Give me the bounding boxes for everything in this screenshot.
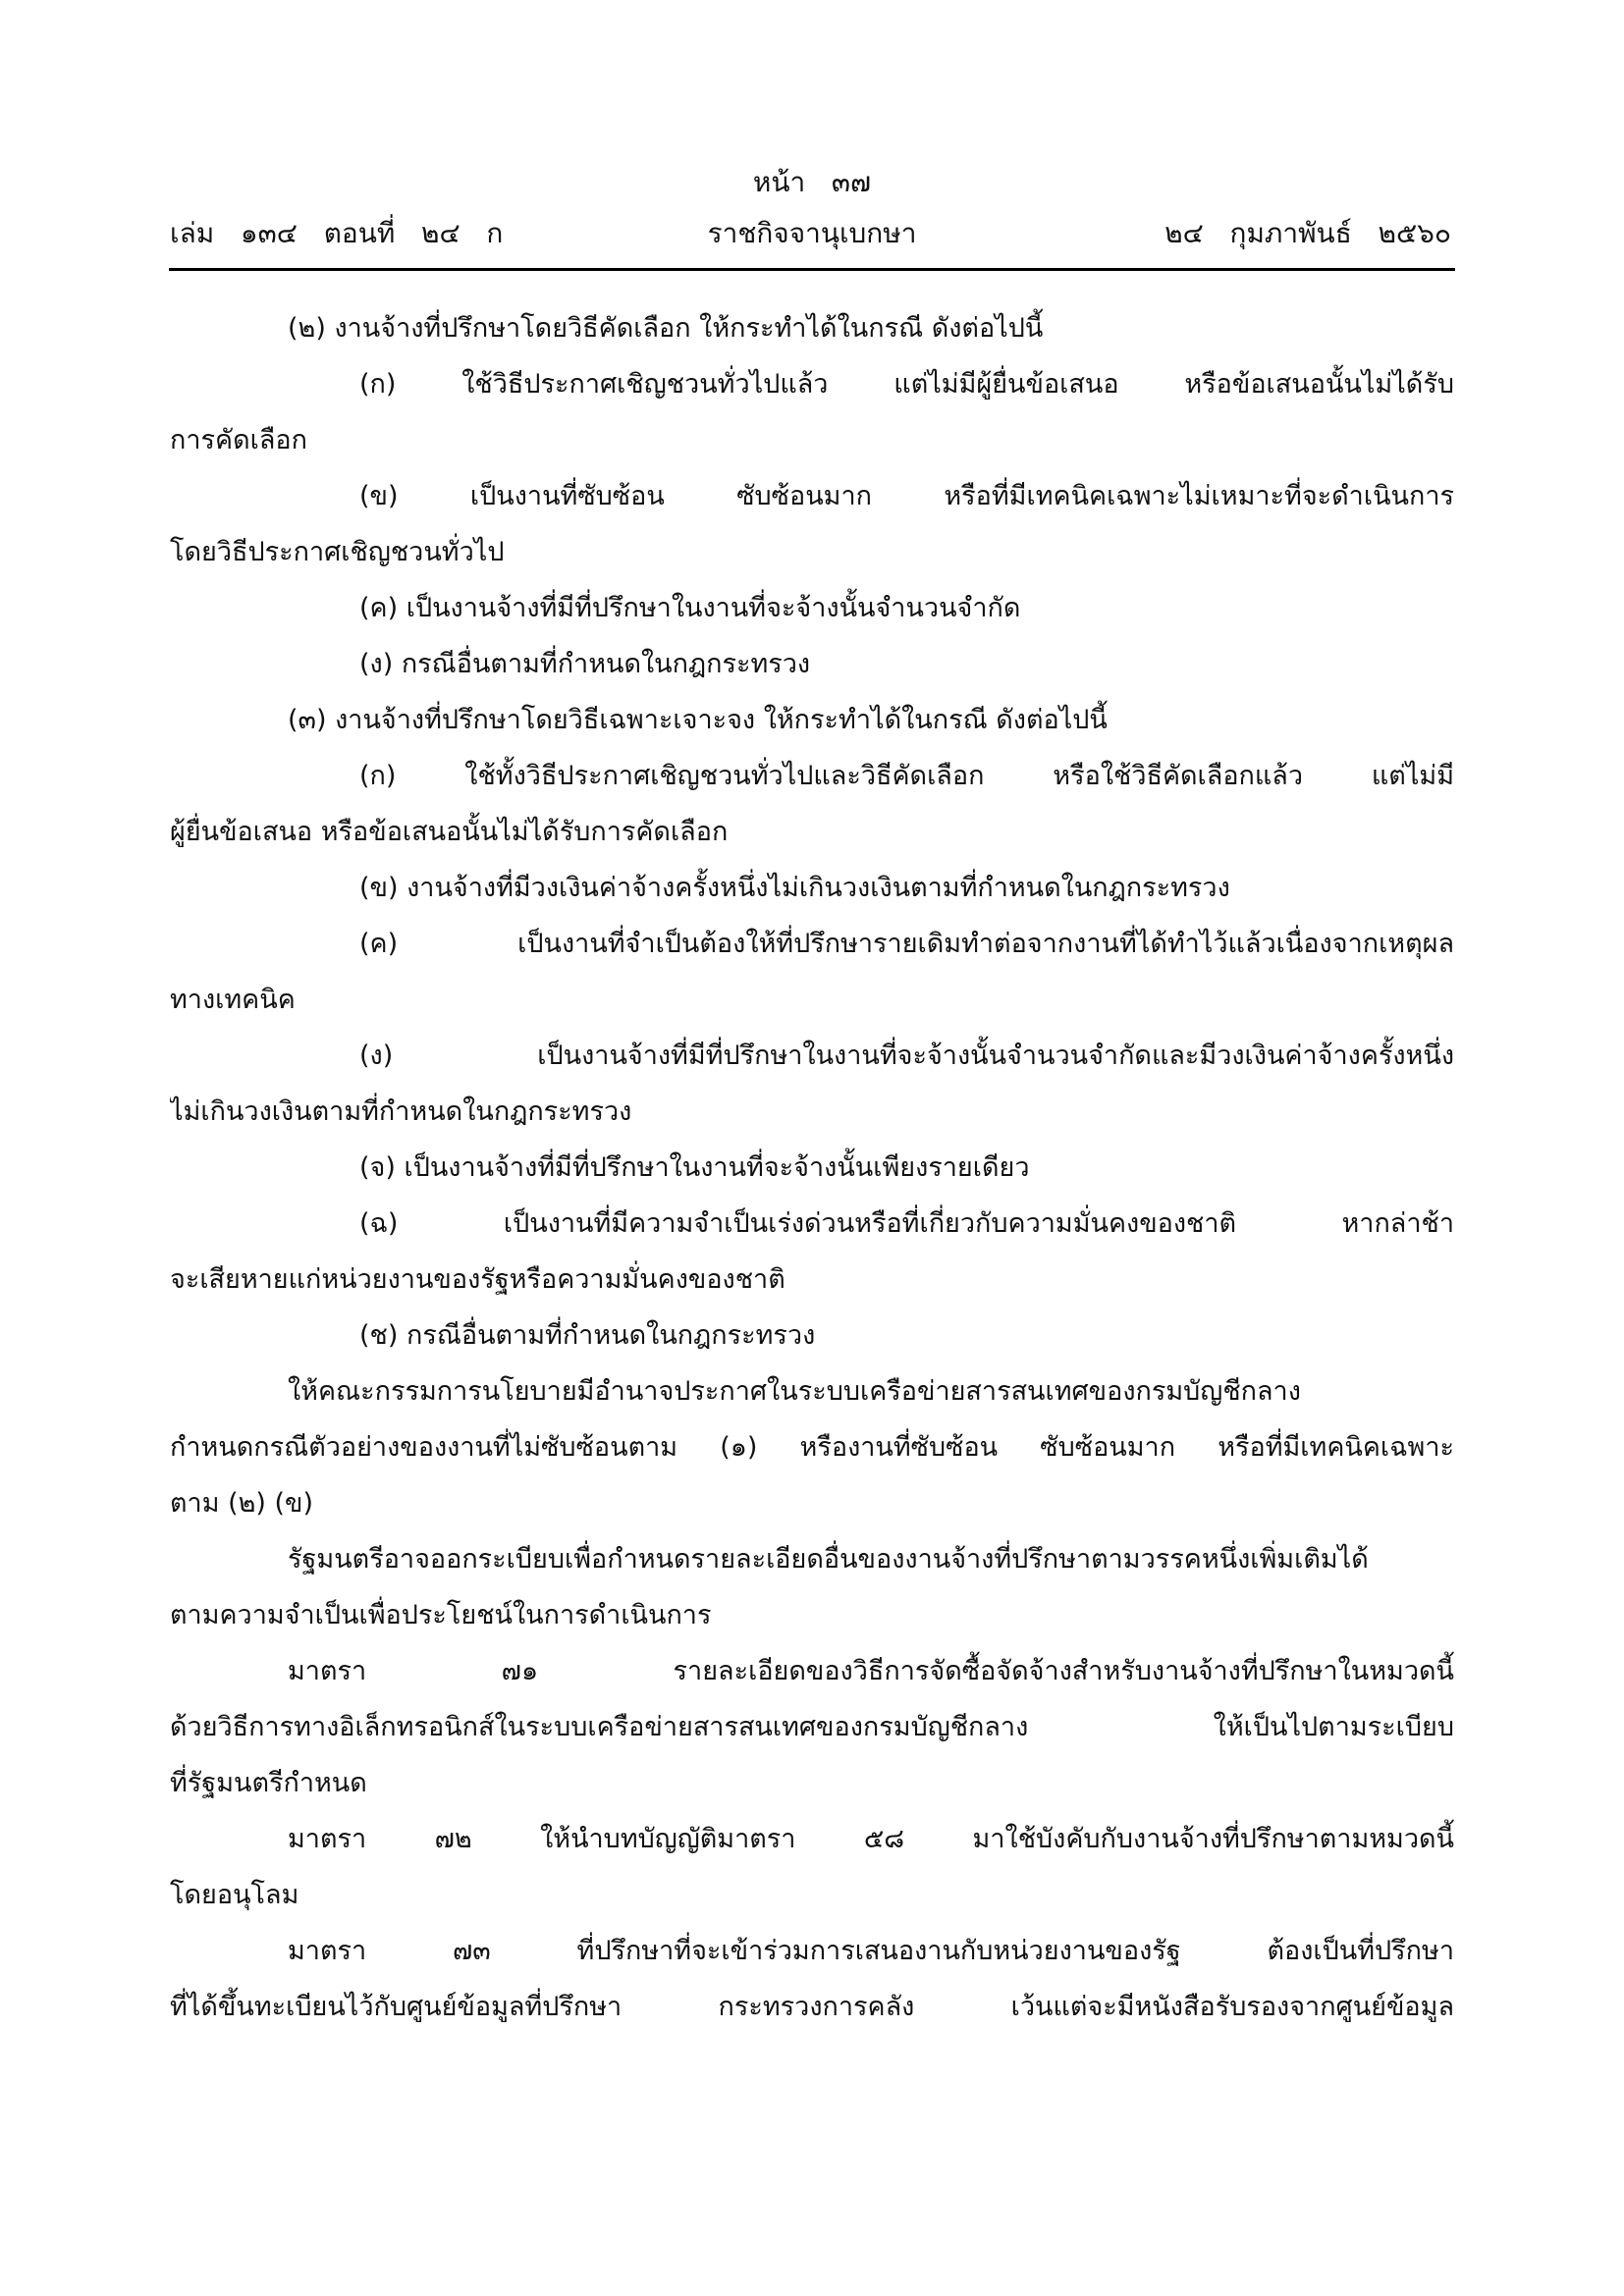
paragraph-line: (ง) เป็นงานจ้างที่มีที่ปรึกษาในงานที่จะจ้างนั้นจำนวนจำกัดและมีวงเงินค่าจ้างครั้งหนึ่ง: [359, 1041, 1454, 1071]
paragraph-line: ไม่เกินวงเงินตามที่กำหนดในกฎกระทรวง: [170, 1096, 632, 1127]
paragraph-line: (ง) กรณีอื่นตามที่กำหนดในกฎกระทรวง: [359, 649, 811, 679]
paragraph-line: รัฐมนตรีอาจออกระเบียบเพื่อกำหนดรายละเอียดอื่นของงานจ้างที่ปรึกษาตามวรรคหนึ่งเพิ่มเติมได้: [288, 1544, 1369, 1575]
document-body: [170, 300, 1454, 2035]
paragraph-line: ด้วยวิธีการทางอิเล็กทรอนิกส์ในระบบเครือข่ายสารสนเทศของกรมบัญชีกลาง ให้เป็นไปตามระเบียบ: [170, 1712, 1454, 1742]
paragraph-line: ตาม (๒) (ข): [170, 1488, 314, 1519]
publication-title: ราชกิจจานุเบกษา: [707, 217, 917, 249]
paragraph-line: (ก) ใช้วิธีประกาศเชิญชวนทั่วไปแล้ว แต่ไม่มีผู้ยื่นข้อเสนอ หรือข้อเสนอนั้นไม่ได้รับ: [359, 369, 1454, 400]
paragraph-line: ผู้ยื่นข้อเสนอ หรือข้อเสนอนั้นไม่ได้รับการคัดเลือก: [170, 817, 729, 847]
publication-date: ๒๔ กุมภาพันธ์ ๒๕๖๐: [1164, 217, 1451, 249]
page-number: หน้า ๓๗: [752, 166, 872, 198]
paragraph-line: (จ) เป็นงานจ้างที่มีที่ปรึกษาในงานที่จะจ้างนั้นเพียงรายเดียว: [359, 1152, 1030, 1183]
paragraph-line: โดยวิธีประกาศเชิญชวนทั่วไป: [170, 537, 505, 567]
paragraph-line: (ค) เป็นงานที่จำเป็นต้องให้ที่ปรึกษารายเดิมทำต่อจากงานที่ได้ทำไว้แล้วเนื่องจากเหตุผล: [359, 929, 1454, 959]
paragraph-line: (ข) งานจ้างที่มีวงเงินค่าจ้างครั้งหนึ่งไม่เกินวงเงินตามที่กำหนดในกฎกระทรวง: [359, 873, 1230, 903]
section-73-line: มาตรา ๗๓ ที่ปรึกษาที่จะเข้าร่วมการเสนองานกับหน่วยงานของรัฐ ต้องเป็นที่ปรึกษา: [288, 1936, 1454, 1966]
paragraph-line: ทางเทคนิค: [170, 985, 296, 1015]
paragraph-line: โดยอนุโลม: [170, 1880, 299, 1910]
paragraph-line: (ข) เป็นงานที่ซับซ้อน ซับซ้อนมาก หรือที่มีเทคนิคเฉพาะไม่เหมาะที่จะดำเนินการ: [359, 481, 1454, 511]
paragraph-line: (ฉ) เป็นงานที่มีความจำเป็นเร่งด่วนหรือที่เกี่ยวกับความมั่นคงของชาติ หากล่าช้า: [359, 1208, 1454, 1239]
volume-issue: เล่ม ๑๓๔ ตอนที่ ๒๔ ก: [170, 217, 504, 249]
paragraph-line: (ก) ใช้ทั้งวิธีประกาศเชิญชวนทั่วไปและวิธีคัดเลือก หรือใช้วิธีคัดเลือกแล้ว แต่ไม่มี: [359, 761, 1454, 791]
paragraph-line: (ค) เป็นงานจ้างที่มีที่ปรึกษาในงานที่จะจ้างนั้นจำนวนจำกัด: [359, 593, 1021, 623]
paragraph-line: ที่ได้ขึ้นทะเบียนไว้กับศูนย์ข้อมูลที่ปรึกษา กระทรวงการคลัง เว้นแต่จะมีหนังสือรับรองจากศูนย์ข้อมูล: [170, 1992, 1454, 2022]
paragraph-line: ที่รัฐมนตรีกำหนด: [170, 1768, 367, 1798]
paragraph-line: (๒) งานจ้างที่ปรึกษาโดยวิธีคัดเลือก ให้กระทำได้ในกรณี ดังต่อไปนี้: [288, 313, 1044, 344]
paragraph-line: กำหนดกรณีตัวอย่างของงานที่ไม่ซับซ้อนตาม (๑) หรืองานที่ซับซ้อน ซับซ้อนมาก หรือที่มีเทคนิคเฉพาะ: [170, 1432, 1454, 1463]
header-rule: [169, 268, 1455, 271]
paragraph-line: จะเสียหายแก่หน่วยงานของรัฐหรือความมั่นคงของชาติ: [170, 1264, 785, 1295]
paragraph-line: ให้คณะกรรมการนโยบายมีอำนาจประกาศในระบบเครือข่ายสารสนเทศของกรมบัญชีกลาง: [288, 1376, 1301, 1407]
section-72-line: มาตรา ๗๒ ให้นำบทบัญญัติมาตรา ๕๘ มาใช้บังคับกับงานจ้างที่ปรึกษาตามหมวดนี้: [288, 1824, 1454, 1854]
paragraph-line: การคัดเลือก: [170, 425, 307, 455]
section-71-line: มาตรา ๗๑ รายละเอียดของวิธีการจัดซื้อจัดจ้างสำหรับงานจ้างที่ปรึกษาในหมวดนี้: [288, 1656, 1454, 1686]
paragraph-line: (ช) กรณีอื่นตามที่กำหนดในกฎกระทรวง: [359, 1320, 816, 1351]
paragraph-line: ตามความจำเป็นเพื่อประโยชน์ในการดำเนินการ: [170, 1600, 712, 1630]
paragraph-line: (๓) งานจ้างที่ปรึกษาโดยวิธีเฉพาะเจาะจง ให้กระทำได้ในกรณี ดังต่อไปนี้: [288, 705, 1108, 735]
